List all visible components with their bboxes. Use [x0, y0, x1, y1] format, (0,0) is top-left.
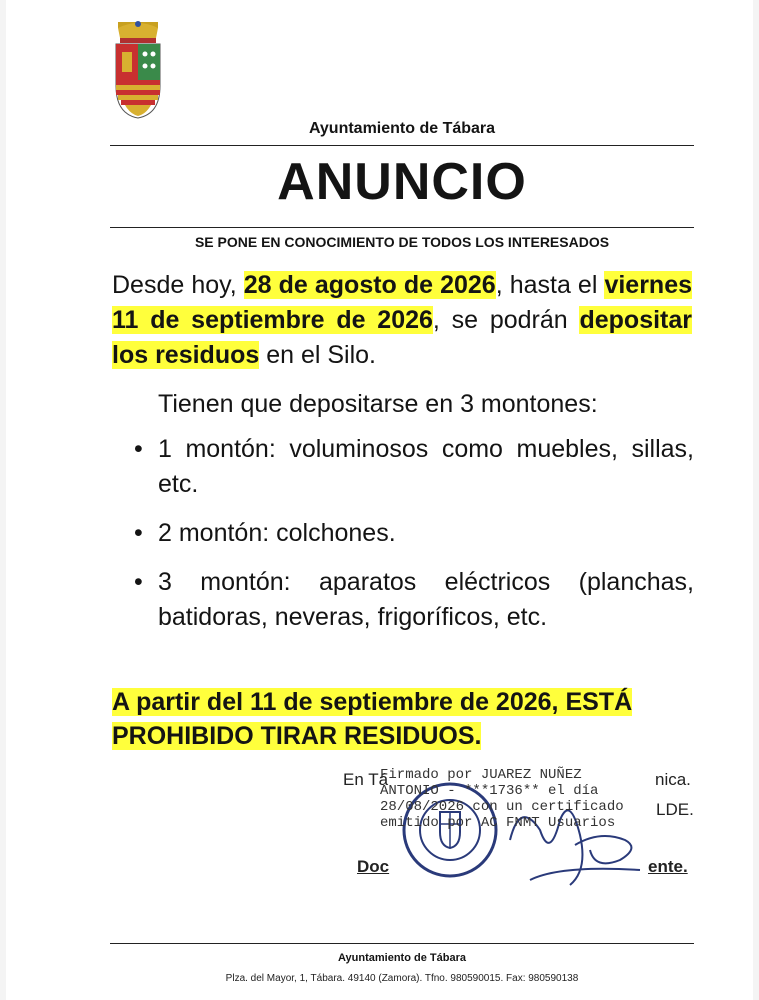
intro-text: en el Silo.: [259, 341, 377, 369]
text-fragment: Doc: [357, 857, 390, 876]
list-lead: Tienen que depositarse en 3 montones:: [158, 390, 598, 418]
list-item-text: 2 montón: colchones.: [158, 519, 396, 547]
bullet-icon: •: [134, 519, 143, 547]
signature-line: emitido por AC FNMT Usuarios: [380, 815, 616, 831]
signature-line: Firmado por JUAREZ NUÑEZ: [380, 767, 582, 783]
signature-line: 28/08/2026 con un certificado: [380, 799, 624, 815]
pile-list: [112, 432, 694, 649]
intro-text: , hasta el: [495, 271, 605, 299]
list-item: [112, 432, 694, 502]
signature-line: ANTONIO - ***1736** el día: [380, 783, 599, 799]
footer-organization: Ayuntamiento de Tábara: [338, 952, 466, 964]
warning-text: [112, 685, 694, 753]
list-item-text: 3 montón: aparatos eléctricos (planchas, batidoras, neveras, frigoríficos, etc.: [158, 568, 694, 631]
organization-name: Ayuntamiento de Tábara: [308, 120, 496, 137]
divider: [110, 943, 694, 944]
text-fragment: LDE.: [656, 800, 694, 819]
warning-highlight: A partir del 11 de septiembre de 2026, ESTÁ PROHIBIDO TIRAR RESIDUOS.: [112, 688, 633, 750]
digital-signature-text: [380, 767, 624, 831]
divider: [110, 227, 694, 228]
intro-paragraph: [112, 268, 692, 373]
divider: [110, 145, 694, 146]
text-fragment: ente.: [648, 857, 688, 876]
action-text: depositar los residuos: [112, 306, 693, 369]
intro-text: Desde hoy,: [112, 271, 244, 299]
footer-address: Plza. del Mayor, 1, Tábara. 49140 (Zamora). Tfno. 980590015. Fax: 980590138: [225, 973, 579, 984]
bullet-icon: •: [134, 435, 143, 463]
text-fragment: En Tá: [343, 770, 389, 789]
list-item: [112, 516, 694, 551]
intro-text: , se podrán: [432, 306, 580, 334]
list-item-text: 1 montón: voluminosos como muebles, sillas, etc.: [158, 435, 694, 498]
coat-of-arms-icon: [110, 20, 166, 120]
bullet-icon: •: [134, 568, 143, 596]
notice-subtitle: SE PONE EN CONOCIMIENTO DE TODOS LOS INTERESADOS: [194, 234, 610, 250]
list-item: [112, 565, 694, 635]
end-date: viernes 11 de septiembre de 2026: [112, 271, 692, 334]
text-fragment: nica.: [655, 770, 691, 789]
start-date: 28 de agosto de 2026: [243, 271, 496, 299]
notice-title: ANUNCIO: [277, 153, 527, 211]
